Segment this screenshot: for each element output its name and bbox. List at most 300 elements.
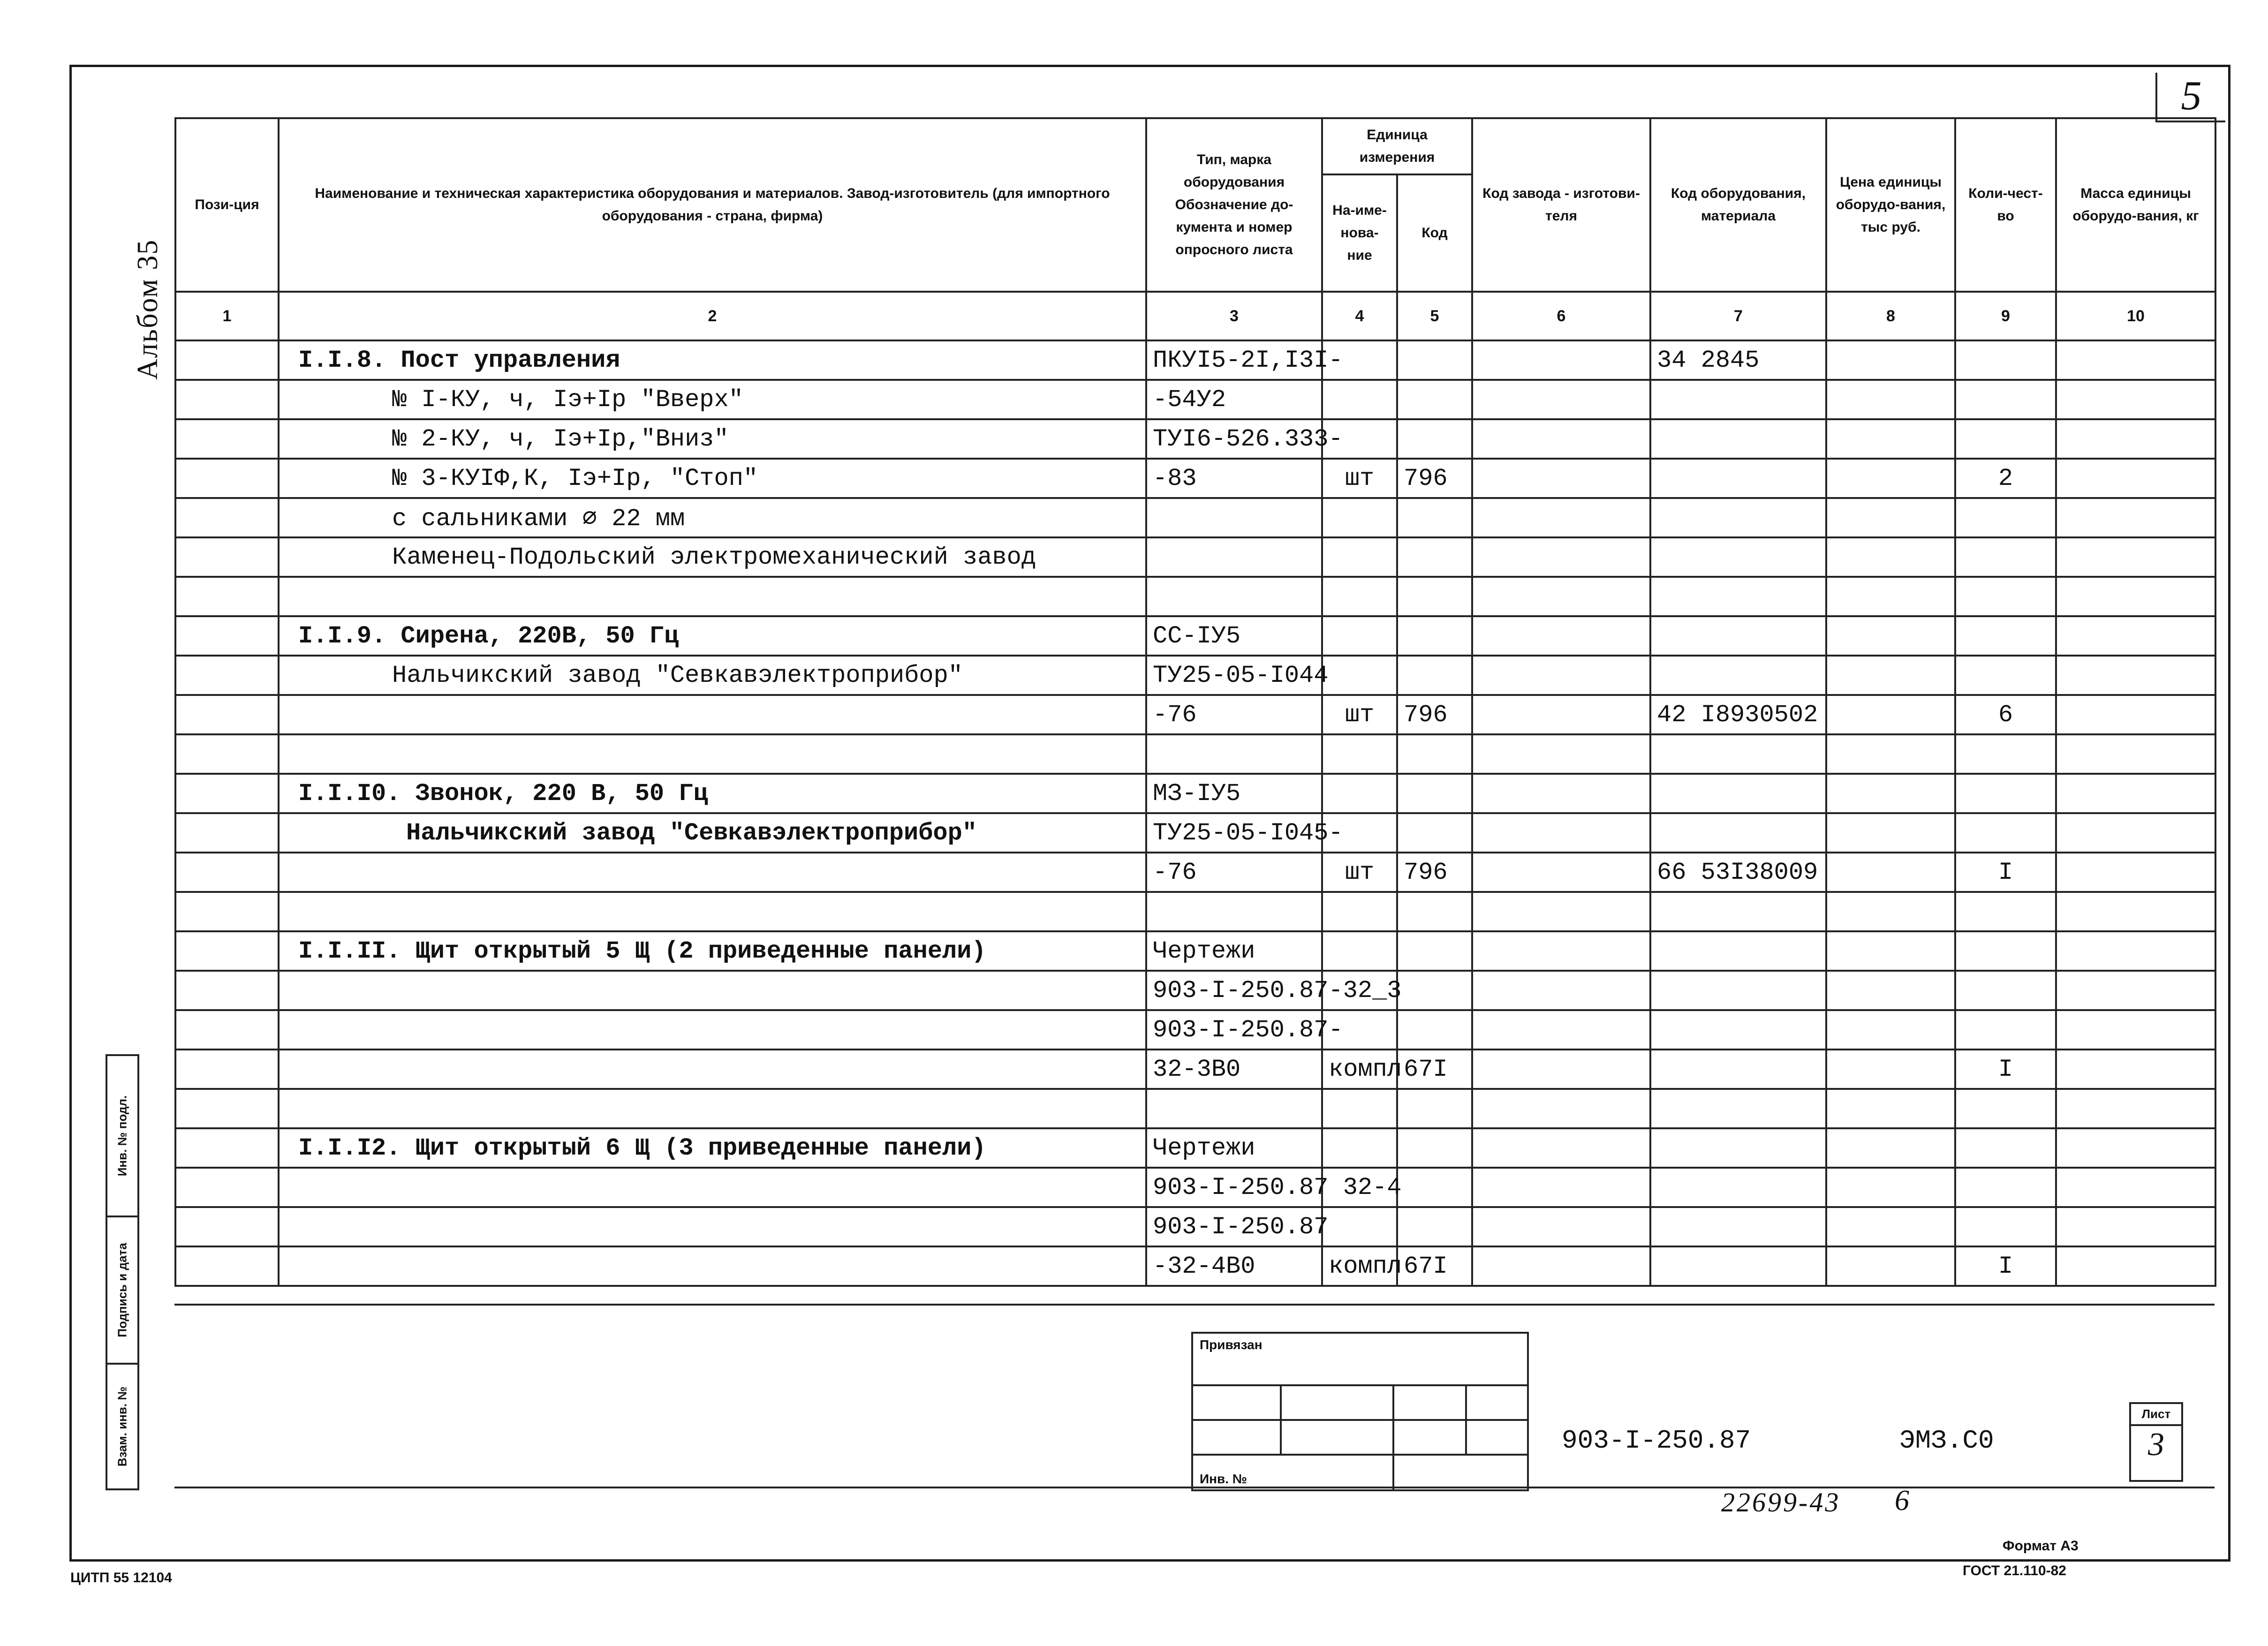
column-number-6: 6 [1472,292,1650,340]
cell-type [1146,577,1322,616]
cell-price [1826,971,1955,1010]
cell-position [175,577,279,616]
cell-unit-code [1397,498,1472,537]
cell-unit-code [1397,971,1472,1010]
header-unit-code: Код [1397,174,1472,292]
column-number-9: 9 [1955,292,2056,340]
cell-equipment-code [1650,1089,1826,1128]
cell-price [1826,656,1955,695]
cell-type: СС-IУ5 [1146,616,1322,656]
cell-unit-code [1397,380,1472,419]
footer-format: Формат А3 [2003,1538,2079,1554]
strip-cell-replacement [107,1365,137,1488]
cell-position [175,537,279,577]
cell-unit-name: шт [1322,459,1397,498]
header-type: Тип, марка оборудования Обозначение до-кумента и номер опросного листа [1146,118,1322,292]
cell-type [1146,734,1322,774]
cell-equipment-code [1650,498,1826,537]
cell-name [279,695,1146,734]
stamp-title: Привязан [1200,1337,1263,1352]
cell-unit-name [1322,537,1397,577]
header-price: Цена единицы оборудо-вания, тыс руб. [1826,118,1955,292]
cell-name [279,1050,1146,1089]
cell-equipment-code [1650,537,1826,577]
table-row [175,971,2215,1010]
cell-position [175,813,279,853]
cell-unit-name [1322,931,1397,971]
cell-equipment-code [1650,616,1826,656]
stamp-divider [1392,1384,1394,1491]
cell-unit-code [1397,1089,1472,1128]
cell-mass [2056,695,2215,734]
cell-position [175,340,279,380]
cell-price [1826,931,1955,971]
strip-inventory-label: Инв. № подл. [115,1095,129,1177]
cell-unit-code [1397,537,1472,577]
cell-price [1826,813,1955,853]
cell-unit-name [1322,616,1397,656]
cell-price [1826,892,1955,931]
cell-quantity [1955,774,2056,813]
cell-factory-code [1472,774,1650,813]
stamp-line [1193,1419,1527,1421]
table-row [175,656,2215,695]
table-row [175,498,2215,537]
cell-price [1826,1207,1955,1246]
cell-equipment-code [1650,813,1826,853]
cell-type [1146,537,1322,577]
table-row [175,695,2215,734]
cell-unit-code [1397,656,1472,695]
cell-factory-code [1472,577,1650,616]
cell-quantity [1955,577,2056,616]
header-factory-code: Код завода - изготови-теля [1472,118,1650,292]
cell-price [1826,1128,1955,1168]
cell-unit-code [1397,931,1472,971]
cell-quantity [1955,931,2056,971]
column-number-2: 2 [279,292,1146,340]
sheet-number: 3 [2148,1427,2164,1463]
cell-factory-code [1472,695,1650,734]
table-row [175,813,2215,853]
cell-type: 903-I-250.87-32_3 [1146,971,1322,1010]
table-row [175,340,2215,380]
cell-price [1826,853,1955,892]
cell-position [175,774,279,813]
table-row [175,1089,2215,1128]
cell-type: -32-4В0 [1146,1246,1322,1286]
cell-price [1826,419,1955,459]
document-code: 903-I-250.87 [1562,1426,1751,1456]
cell-name: Нальчикский завод "Севкавэлектроприбор" [279,813,1146,853]
cell-unit-name [1322,577,1397,616]
cell-equipment-code [1650,892,1826,931]
cell-factory-code [1472,656,1650,695]
cell-factory-code [1472,971,1650,1010]
cell-mass [2056,1050,2215,1089]
handwritten-number: 22699-43 [1721,1487,1841,1518]
cell-unit-code [1397,892,1472,931]
cell-equipment-code [1650,459,1826,498]
cell-position [175,1089,279,1128]
cell-name: I.I.I0. Звонок, 220 В, 50 Гц [279,774,1146,813]
cell-factory-code [1472,1089,1650,1128]
cell-name [279,734,1146,774]
attached-stamp [1191,1332,1529,1491]
cell-position [175,1010,279,1050]
cell-type: МЗ-IУ5 [1146,774,1322,813]
cell-quantity [1955,971,2056,1010]
cell-quantity: I [1955,1246,2056,1286]
table-row [175,616,2215,656]
cell-type [1146,1089,1322,1128]
cell-unit-code [1397,616,1472,656]
cell-equipment-code [1650,734,1826,774]
cell-factory-code [1472,813,1650,853]
cell-price [1826,537,1955,577]
cell-quantity [1955,892,2056,931]
column-number-7: 7 [1650,292,1826,340]
cell-equipment-code [1650,1246,1826,1286]
cell-type: ТУ25-05-I045- [1146,813,1322,853]
left-approval-strip [106,1054,139,1490]
sheet-corner-number: 5 [2155,73,2225,122]
column-number-3: 3 [1146,292,1322,340]
header-quantity: Коли-чест-во [1955,118,2056,292]
cell-type: Чертежи [1146,931,1322,971]
cell-price [1826,695,1955,734]
column-number-row [175,292,2215,340]
cell-position [175,419,279,459]
cell-type: -54У2 [1146,380,1322,419]
cell-type: Чертежи [1146,1128,1322,1168]
cell-price [1826,774,1955,813]
stamp-divider [1280,1384,1282,1454]
header-equipment-code: Код оборудования, материала [1650,118,1826,292]
cell-name: № 2-КУ, ч, Iэ+Iр,"Вниз" [279,419,1146,459]
document-suffix: ЭМЗ.С0 [1899,1426,1994,1456]
sheet-label: Лист [2131,1404,2181,1426]
cell-type: 903-I-250.87 32-4 [1146,1168,1322,1207]
table-row [175,577,2215,616]
cell-factory-code [1472,459,1650,498]
cell-equipment-code [1650,971,1826,1010]
cell-equipment-code: 66 53I38009 [1650,853,1826,892]
cell-unit-code: 796 [1397,853,1472,892]
table-row [175,774,2215,813]
cell-price [1826,1050,1955,1089]
cell-position [175,459,279,498]
cell-factory-code [1472,1128,1650,1168]
cell-type: -76 [1146,853,1322,892]
cell-quantity [1955,1128,2056,1168]
table-row [175,1128,2215,1168]
cell-name: I.I.8. Пост управления [279,340,1146,380]
table-row [175,537,2215,577]
cell-factory-code [1472,853,1650,892]
cell-unit-name: шт [1322,853,1397,892]
table-row [175,892,2215,931]
stamp-line [1193,1384,1527,1386]
cell-equipment-code [1650,1050,1826,1089]
album-label: Альбом 35 [132,239,164,380]
cell-position [175,1168,279,1207]
cell-mass [2056,853,2215,892]
footer-publisher: ЦИТП 55 12104 [70,1570,172,1586]
cell-position [175,498,279,537]
cell-equipment-code: 34 2845 [1650,340,1826,380]
cell-position [175,1050,279,1089]
cell-factory-code [1472,380,1650,419]
specification-table [174,117,2216,1287]
column-number-5: 5 [1397,292,1472,340]
cell-type: 903-I-250.87- [1146,1010,1322,1050]
cell-position [175,931,279,971]
cell-name [279,853,1146,892]
cell-name [279,1207,1146,1246]
cell-factory-code [1472,1246,1650,1286]
cell-quantity [1955,380,2056,419]
cell-name: I.I.II. Щит открытый 5 Щ (2 приведенные панели) [279,931,1146,971]
cell-quantity [1955,340,2056,380]
cell-unit-code [1397,1168,1472,1207]
table-row [175,1246,2215,1286]
cell-unit-name [1322,1089,1397,1128]
table-row [175,419,2215,459]
cell-name: I.I.I2. Щит открытый 6 Щ (3 приведенные панели) [279,1128,1146,1168]
cell-quantity [1955,1168,2056,1207]
cell-price [1826,734,1955,774]
cell-type: -76 [1146,695,1322,734]
cell-position [175,616,279,656]
cell-position [175,892,279,931]
footer-gost: ГОСТ 21.110-82 [1963,1563,2066,1578]
strip-cell-inventory [107,1056,137,1217]
cell-quantity [1955,1089,2056,1128]
cell-position [175,695,279,734]
cell-factory-code [1472,734,1650,774]
cell-mass [2056,577,2215,616]
cell-unit-code: 67I [1397,1246,1472,1286]
cell-unit-name [1322,774,1397,813]
cell-mass [2056,419,2215,459]
cell-factory-code [1472,340,1650,380]
cell-type: 903-I-250.87 [1146,1207,1322,1246]
cell-unit-name [1322,380,1397,419]
table-row [175,459,2215,498]
cell-factory-code [1472,616,1650,656]
cell-position [175,656,279,695]
cell-price [1826,1246,1955,1286]
cell-unit-code [1397,774,1472,813]
cell-unit-name [1322,656,1397,695]
cell-factory-code [1472,931,1650,971]
cell-factory-code [1472,498,1650,537]
stamp-divider [1465,1384,1467,1454]
cell-factory-code [1472,1050,1650,1089]
cell-quantity: 6 [1955,695,2056,734]
cell-mass [2056,616,2215,656]
cell-mass [2056,340,2215,380]
cell-unit-code [1397,340,1472,380]
cell-type [1146,892,1322,931]
stamp-inventory-label: Инв. № [1200,1472,1247,1486]
cell-equipment-code [1650,577,1826,616]
cell-type: -83 [1146,459,1322,498]
cell-factory-code [1472,537,1650,577]
cell-mass [2056,734,2215,774]
cell-name [279,1010,1146,1050]
cell-quantity: I [1955,1050,2056,1089]
table-row [175,734,2215,774]
cell-price [1826,380,1955,419]
cell-position [175,734,279,774]
cell-mass [2056,1207,2215,1246]
cell-type: ПКУI5-2I,I3I- [1146,340,1322,380]
cell-mass [2056,1128,2215,1168]
cell-equipment-code [1650,774,1826,813]
cell-unit-name [1322,734,1397,774]
cell-equipment-code [1650,1207,1826,1246]
cell-position [175,971,279,1010]
column-number-8: 8 [1826,292,1955,340]
cell-unit-code [1397,1128,1472,1168]
cell-unit-code: 67I [1397,1050,1472,1089]
cell-unit-code [1397,577,1472,616]
cell-position [175,853,279,892]
cell-type: ТУI6-526.333- [1146,419,1322,459]
cell-price [1826,1010,1955,1050]
cell-mass [2056,1010,2215,1050]
cell-factory-code [1472,419,1650,459]
cell-name [279,1246,1146,1286]
header-mass: Масса единицы оборудо-вания, кг [2056,118,2215,292]
cell-name [279,1089,1146,1128]
cell-quantity [1955,616,2056,656]
column-number-4: 4 [1322,292,1397,340]
cell-unit-code: 796 [1397,459,1472,498]
cell-mass [2056,1246,2215,1286]
cell-name: Каменец-Подольский электромеханический завод [279,537,1146,577]
cell-quantity [1955,1207,2056,1246]
header-name: Наименование и техническая характеристика оборудования и материалов. Завод-изготовитель (для импортного оборудования - страна, фирма) [279,118,1146,292]
cell-mass [2056,931,2215,971]
cell-position [175,380,279,419]
cell-equipment-code: 42 I8930502 [1650,695,1826,734]
cell-quantity: I [1955,853,2056,892]
strip-cell-signature [107,1217,137,1365]
cell-factory-code [1472,1010,1650,1050]
cell-equipment-code [1650,1010,1826,1050]
cell-quantity [1955,419,2056,459]
cell-unit-code [1397,1207,1472,1246]
cell-mass [2056,1168,2215,1207]
cell-unit-code [1397,734,1472,774]
cell-factory-code [1472,1207,1650,1246]
cell-name: Нальчикский завод "Севкавэлектроприбор" [279,656,1146,695]
strip-replacement-label: Взам. инв. № [115,1386,129,1467]
cell-name: I.I.9. Сирена, 220В, 50 Гц [279,616,1146,656]
cell-price [1826,577,1955,616]
cell-quantity: 2 [1955,459,2056,498]
cell-position [175,1207,279,1246]
cell-name: № 3-КУIФ,К, Iэ+Iр, "Стоп" [279,459,1146,498]
cell-price [1826,1168,1955,1207]
cell-unit-code [1397,1010,1472,1050]
cell-unit-code [1397,813,1472,853]
cell-type: 32-3В0 [1146,1050,1322,1089]
cell-mass [2056,537,2215,577]
table-row [175,1207,2215,1246]
cell-price [1826,459,1955,498]
cell-quantity [1955,537,2056,577]
cell-unit-name [1322,892,1397,931]
strip-signature-label: Подпись и дата [115,1243,129,1337]
cell-factory-code [1472,892,1650,931]
cell-name: с сальниками ∅ 22 мм [279,498,1146,537]
cell-quantity [1955,813,2056,853]
cell-quantity [1955,1010,2056,1050]
cell-unit-name: компл [1322,1050,1397,1089]
cell-quantity [1955,734,2056,774]
cell-unit-code [1397,419,1472,459]
cell-mass [2056,1089,2215,1128]
cell-equipment-code [1650,419,1826,459]
column-number-10: 10 [2056,292,2215,340]
stamp-line [1193,1454,1527,1456]
cell-type [1146,498,1322,537]
cell-factory-code [1472,1168,1650,1207]
sheet-number-box [2129,1402,2183,1482]
table-row [175,1168,2215,1207]
cell-type: ТУ25-05-I044 [1146,656,1322,695]
cell-equipment-code [1650,1168,1826,1207]
cell-equipment-code [1650,656,1826,695]
cell-mass [2056,971,2215,1010]
cell-mass [2056,459,2215,498]
handwritten-extra: 6 [1895,1485,1909,1517]
cell-name: № I-КУ, ч, Iэ+Iр "Вверх" [279,380,1146,419]
cell-mass [2056,892,2215,931]
cell-position [175,1246,279,1286]
cell-price [1826,616,1955,656]
cell-unit-name [1322,498,1397,537]
cell-name [279,577,1146,616]
table-row [175,380,2215,419]
cell-price [1826,1089,1955,1128]
table-row [175,1050,2215,1089]
cell-mass [2056,813,2215,853]
cell-mass [2056,774,2215,813]
cell-price [1826,340,1955,380]
table-row [175,853,2215,892]
cell-unit-name: шт [1322,695,1397,734]
cell-unit-name [1322,1207,1397,1246]
title-block-top-line [174,1304,2215,1306]
cell-name [279,892,1146,931]
cell-mass [2056,380,2215,419]
cell-equipment-code [1650,1128,1826,1168]
cell-equipment-code [1650,931,1826,971]
header-unit-group: Единица измерения [1322,118,1472,174]
cell-equipment-code [1650,380,1826,419]
cell-price [1826,498,1955,537]
cell-unit-name: компл [1322,1246,1397,1286]
cell-quantity [1955,656,2056,695]
table-row [175,1010,2215,1050]
cell-position [175,1128,279,1168]
cell-name [279,971,1146,1010]
